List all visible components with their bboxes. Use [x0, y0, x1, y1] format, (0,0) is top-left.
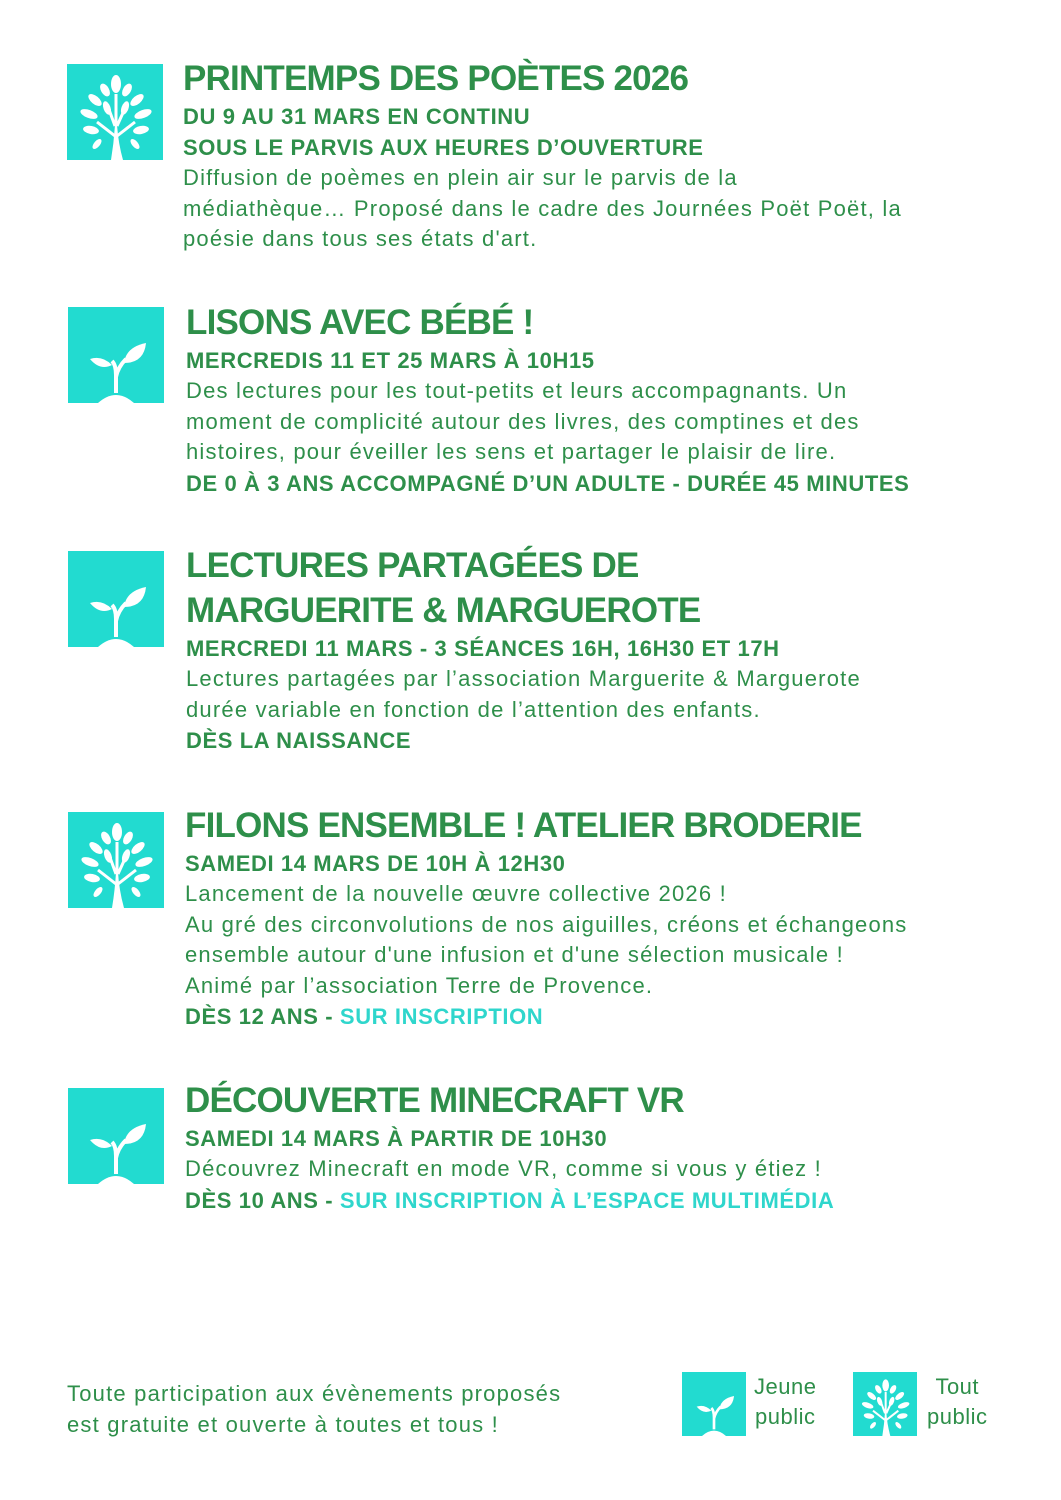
- event-audience: DÈS LA NAISSANCE: [186, 728, 412, 753]
- event-audience: DÈS 12 ANS -: [185, 1004, 340, 1029]
- legend-label: Jeune: [754, 1374, 817, 1399]
- event-title-line: MARGUERITE & MARGUEROTE: [186, 591, 701, 630]
- event-dates: MERCREDI 11 MARS - 3 SÉANCES 16H, 16H30 ET 17H: [186, 636, 780, 661]
- tree-icon: [853, 1372, 917, 1436]
- legend-tout-public: [853, 1372, 987, 1436]
- event-title-line: LECTURES PARTAGÉES DE: [186, 546, 639, 585]
- footer-note: [67, 1378, 561, 1440]
- event-title: DÉCOUVERTE MINECRAFT VR: [185, 1081, 684, 1120]
- event-description-line: moment de complicité autour des livres, des comptines et des: [186, 408, 860, 434]
- event-description-line: durée variable en fonction de l’attention des enfants.: [186, 696, 761, 722]
- event-title: LISONS AVEC BÉBÉ !: [186, 303, 534, 342]
- event-dates: DU 9 AU 31 MARS EN CONTINU: [183, 104, 531, 129]
- event-description-line: poésie dans tous ses états d'art.: [183, 226, 538, 251]
- tree-icon: [68, 812, 164, 908]
- event-dates: MERCREDIS 11 ET 25 MARS À 10H15: [186, 348, 595, 373]
- event-description-line: Diffusion de poèmes en plein air sur le parvis de la: [183, 165, 738, 190]
- footer-note-line: est gratuite et ouverte à toutes et tous !: [67, 1412, 499, 1437]
- registration-note: SUR INSCRIPTION: [339, 1004, 544, 1029]
- sprout-icon: [68, 307, 164, 403]
- legend-label: public: [927, 1404, 988, 1429]
- event-description-line: histoires, pour éveiller les sens et partager le plaisir de lire.: [186, 439, 837, 464]
- sprout-icon: [68, 1088, 164, 1184]
- tree-icon: [67, 64, 163, 160]
- event-dates: SAMEDI 14 MARS DE 10H À 12H30: [185, 851, 566, 876]
- footer-note-line: Toute participation aux évènements proposés: [67, 1381, 562, 1406]
- legend-label: public: [754, 1404, 816, 1429]
- event-title: PRINTEMPS DES POÈTES 2026: [183, 59, 689, 98]
- sprout-icon: [682, 1372, 746, 1436]
- event-description-line: Des lectures pour les tout-petits et leurs accompagnants. Un: [186, 378, 848, 403]
- event-description-line: Au gré des circonvolutions de nos aiguilles, créons et échangeons: [185, 911, 908, 937]
- event-description-line: Lectures partagées par l’association Marguerite & Marguerote: [186, 666, 861, 691]
- event-description-line: Animé par l’association Terre de Provence.: [185, 972, 654, 998]
- event-description-line: Lancement de la nouvelle œuvre collective 2026 !: [185, 881, 727, 906]
- event-title: FILONS ENSEMBLE ! ATELIER BRODERIE: [185, 806, 862, 845]
- event-description-line: ensemble autour d'une infusion et d'une sélection musicale !: [185, 942, 844, 967]
- event-dates: SAMEDI 14 MARS À PARTIR DE 10H30: [185, 1126, 608, 1151]
- sprout-icon: [68, 551, 164, 647]
- event-audience: DE 0 À 3 ANS ACCOMPAGNÉ D’UN ADULTE - DURÉE 45 MINUTES: [186, 470, 910, 496]
- legend-jeune-public: [682, 1372, 816, 1436]
- legend-label: Tout: [935, 1374, 980, 1399]
- event-description-line: médiathèque… Proposé dans le cadre des Journées Poët Poët, la: [183, 195, 902, 221]
- event-audience: DÈS 10 ANS -: [185, 1187, 340, 1213]
- event-location: SOUS LE PARVIS AUX HEURES D’OUVERTURE: [183, 135, 704, 160]
- registration-note: SUR INSCRIPTION À L’ESPACE MULTIMÉDIA: [339, 1187, 835, 1213]
- event-description-line: Découvrez Minecraft en mode VR, comme si vous y étiez !: [185, 1156, 822, 1181]
